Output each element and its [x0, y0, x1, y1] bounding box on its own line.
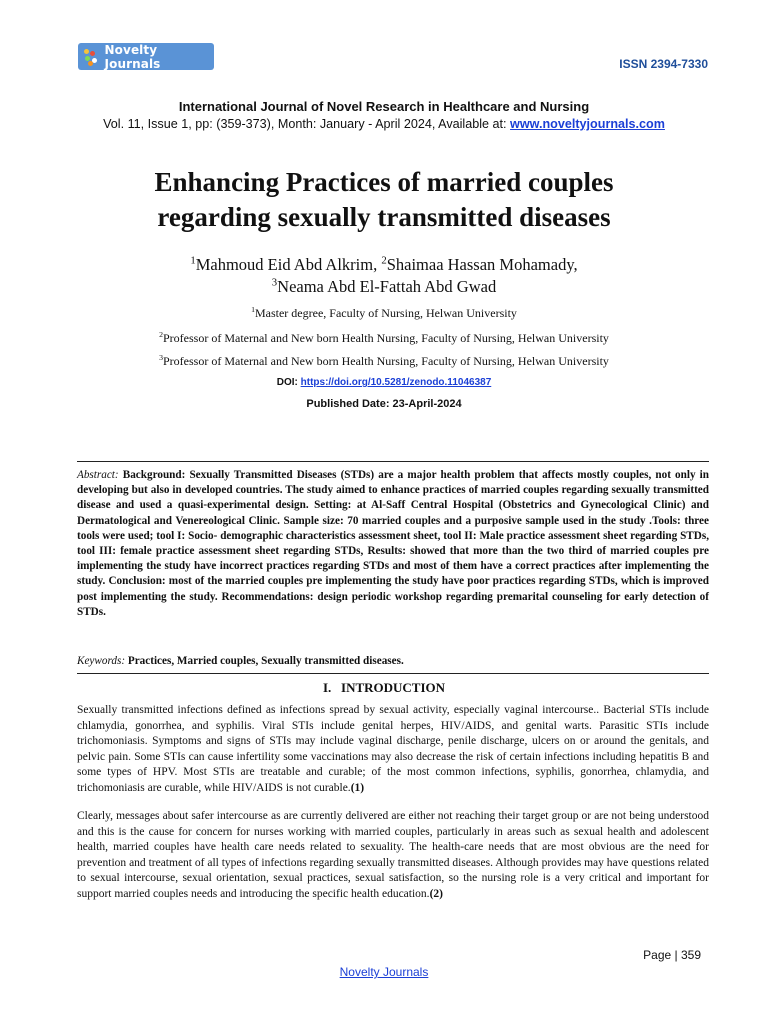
logo-text: Novelty Journals — [104, 42, 161, 71]
author-1: Mahmoud Eid Abd Alkrim, — [195, 255, 382, 274]
affiliation-2: $^2$Professor of Maternal and New born Health Nursing, Faculty of Nursing, Helwan University — [159, 330, 609, 345]
published-date: Published Date: 23-April-2024 — [306, 398, 462, 410]
novelty-journals-logo — [78, 43, 214, 70]
footer-link[interactable]: Novelty Journals — [339, 965, 429, 979]
abstract-top-rule — [77, 461, 709, 462]
author-list: $^1$Mahmoud Eid Abd Alkrim, $^2$Shaimaa Hassan Mohamady, $^3$Neama Abd El-Fattah Abd Gwad — [190, 254, 578, 296]
affiliation-3: $^3$Professor of Maternal and New born Health Nursing, Faculty of Nursing, Helwan University — [159, 353, 609, 368]
intro-paragraph-1: Sexually transmitted infections defined as infections spread by sexual activity, especially vaginal intercourse.. Bacterial STIs include chlamydia, gonorrhea, and syphilis. Viral STIs include genital herpes, HIV/AIDS, and genital warts. Parasitic STIs include trichomoniasis. Symptoms and signs of STIs may include vaginal discharge, penile discharge, ulcers on or around the genitals, and pelvic pain. Some STIs can cause infertility some vaccinations may also decrease the risk of certain infections including hepatitis B and some types of HPV. Most STIs are treatable and curable; of the most common infections, syphilis, gonorrhea, chlamydia, and trichomoniasis are curable, while HIV/AIDS is not curable.(1) — [77, 704, 709, 794]
keywords: Keywords: Practices, Married couples, Sexually transmitted diseases. — [77, 655, 404, 667]
logo-dots-icon — [84, 49, 100, 65]
doi-link[interactable]: https://doi.org/10.5281/zenodo.11046387 — [300, 377, 492, 388]
doi: DOI: https://doi.org/10.5281/zenodo.11046387 — [276, 377, 492, 388]
abstract: Abstract: Background: Sexually Transmitted Diseases (STDs) are a major health problem that affects mostly couples, not only in developing but also in developed countries. The study aimed to enhance practices of married couples regarding sexually transmitted disease and used a quasi-experimental design. Setting: at Al-Saff Central Hospital (Obstetrics and Gynecological Clinic) and Dermatological and Venereological Clinic. Sample size: 70 married couples and a purposive sample used in the study .Tools: three tools were used; tool I: Socio- demographic characteristics assessment sheet, tool II: Male practice assessment sheet regarding STDs, tool III: female practice assessment sheet regarding STDs, Results: showed that more than the two third of married couples pre implementing the study have incorrect practices regarding STDs and most of them have a correct practices after implementing the study. Conclusion: most of the married couples pre implementing the study have poor practices regarding STDs, which is improved post implementing the study. Recommendations: design periodic workshop regarding premarital counseling for early detection of STDs. — [77, 469, 709, 618]
issn: ISSN 2394-7330 — [619, 57, 708, 71]
section-heading-introduction: I. INTRODUCTION — [322, 680, 446, 695]
affiliation-1: $^1$Master degree, Faculty of Nursing, Helwan University — [251, 305, 517, 320]
website-link[interactable]: www.noveltyjournals.com — [510, 117, 665, 131]
journal-name: International Journal of Novel Research in Healthcare and Nursing — [178, 99, 590, 114]
volume-info: Vol. 11, Issue 1, pp: (359-373), Month: January - April 2024, Available at: www.noveltyjournals.com — [103, 117, 665, 131]
paper-title: Enhancing Practices of married couples regarding sexually transmitted diseases — [154, 167, 614, 232]
author-3: Neama Abd El-Fattah Abd Gwad — [277, 277, 497, 296]
abstract-bottom-rule — [77, 673, 709, 674]
page-number: Page | 359 — [643, 948, 701, 962]
footer — [0, 965, 768, 979]
author-2: Shaimaa Hassan Mohamady, — [386, 255, 578, 274]
intro-paragraph-2: Clearly, messages about safer intercourse as are currently delivered are either not reaching their target group or are not being understood and this is the cause for concern for nurses working with married couples, particularly in areas such as sexual health and adolescent health, married couples have health care needs related to sexuality. The health-care needs that are most obvious are the need for prevention and treatment of all types of infections regarding sexually transmitted diseases. Although provides may have questions related to sexual intercourse, sexual orientation, sexual practices, sexual satisfaction, so the nursing role is a very critical and important for support married couples needs and introducing the specific health education.(2) — [77, 810, 709, 900]
